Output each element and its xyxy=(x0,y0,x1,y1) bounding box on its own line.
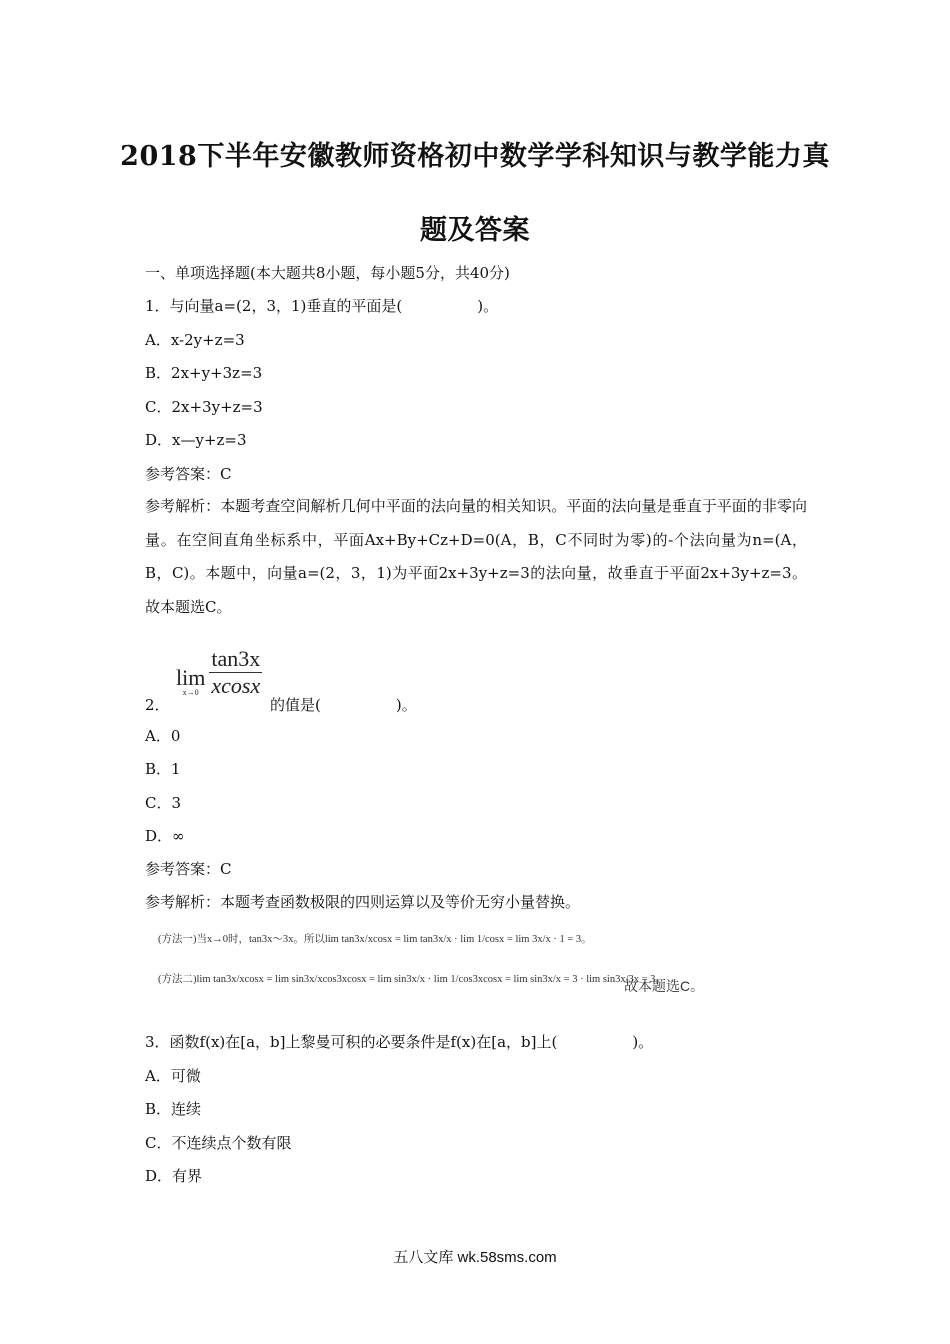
document-title-line2: 题及答案 xyxy=(420,215,530,246)
fraction-numerator: tan3x xyxy=(211,646,261,671)
q2-method2-tail: 故本题选C。 xyxy=(624,978,705,994)
q3-option-c: C．不连续点个数有限 xyxy=(145,1134,292,1152)
q1-answer: 参考答案：C xyxy=(145,465,232,483)
q1-option-b: B．2x+y+3z=3 xyxy=(145,364,263,382)
q1-analysis: 参考解析：本题考查空间解析几何中平面的法向量的相关知识。平面的法向量是垂直于平面的非零向量。在空间直角坐标系中，平面Ax+By+Cz+D=0(A，B，C不同时为零)的-个法向量为n=(A，B，C)。本题中，向量a=(2，3，1)为平面2x+3y+z=3的法向量，故垂直于平面2x+3y+z=3。故本题选C。 xyxy=(145,497,807,616)
section-heading: 一、单项选择题(本大题共8小题，每小题5分，共40分) xyxy=(145,264,510,282)
q2-answer: 参考答案：C xyxy=(145,860,232,878)
q2-method2: (方法二)lim tan3x/xcosx = lim sin3x/xcos3xcosx = lim sin3x/x · lim 1/cos3xcosx = lim sin3x/x = 3 · lim sin3x/3x = 3。 xyxy=(158,974,666,985)
q3-option-b: B．连续 xyxy=(145,1100,202,1118)
q1-option-a: A．x-2y+z=3 xyxy=(145,331,245,349)
page-footer: 五八文库 wk.58sms.com xyxy=(393,1249,557,1266)
q2-stem-tail: 的值是( )。 xyxy=(270,696,417,714)
q2-limit-formula xyxy=(176,646,262,706)
q3-option-a: A．可微 xyxy=(145,1067,201,1085)
q3-stem: 3．函数f(x)在[a，b]上黎曼可积的必要条件是f(x)在[a，b]上( )。 xyxy=(145,1033,654,1051)
q3-option-d: D．有界 xyxy=(145,1167,203,1185)
q1-option-d: D．x—y+z=3 xyxy=(145,431,247,449)
q2-number: 2． xyxy=(145,696,170,714)
q2-option-d: D．∞ xyxy=(145,827,185,845)
q1-stem: 1．与向量a=(2，3，1)垂直的平面是( )。 xyxy=(145,297,499,315)
q2-method1: (方法一)当x→0时，tan3x～3x。所以lim tan3x/xcosx = lim tan3x/x · lim 1/cosx = lim 3x/x · 1 = 3。 xyxy=(158,934,592,945)
lim-symbol: lim xyxy=(176,664,206,690)
document-title-line1: 2018下半年安徽教师资格初中数学学科知识与教学能力真 xyxy=(120,141,830,172)
fraction-denominator: xcosx xyxy=(211,673,261,698)
q2-option-a: A．0 xyxy=(145,727,181,745)
q1-option-c: C．2x+3y+z=3 xyxy=(145,398,263,416)
q2-option-c: C．3 xyxy=(145,794,182,812)
q2-option-b: B．1 xyxy=(145,760,181,778)
lim-subscript: x→0 xyxy=(182,687,199,697)
q2-analysis: 参考解析：本题考查函数极限的四则运算以及等价无穷小量替换。 xyxy=(145,893,581,911)
